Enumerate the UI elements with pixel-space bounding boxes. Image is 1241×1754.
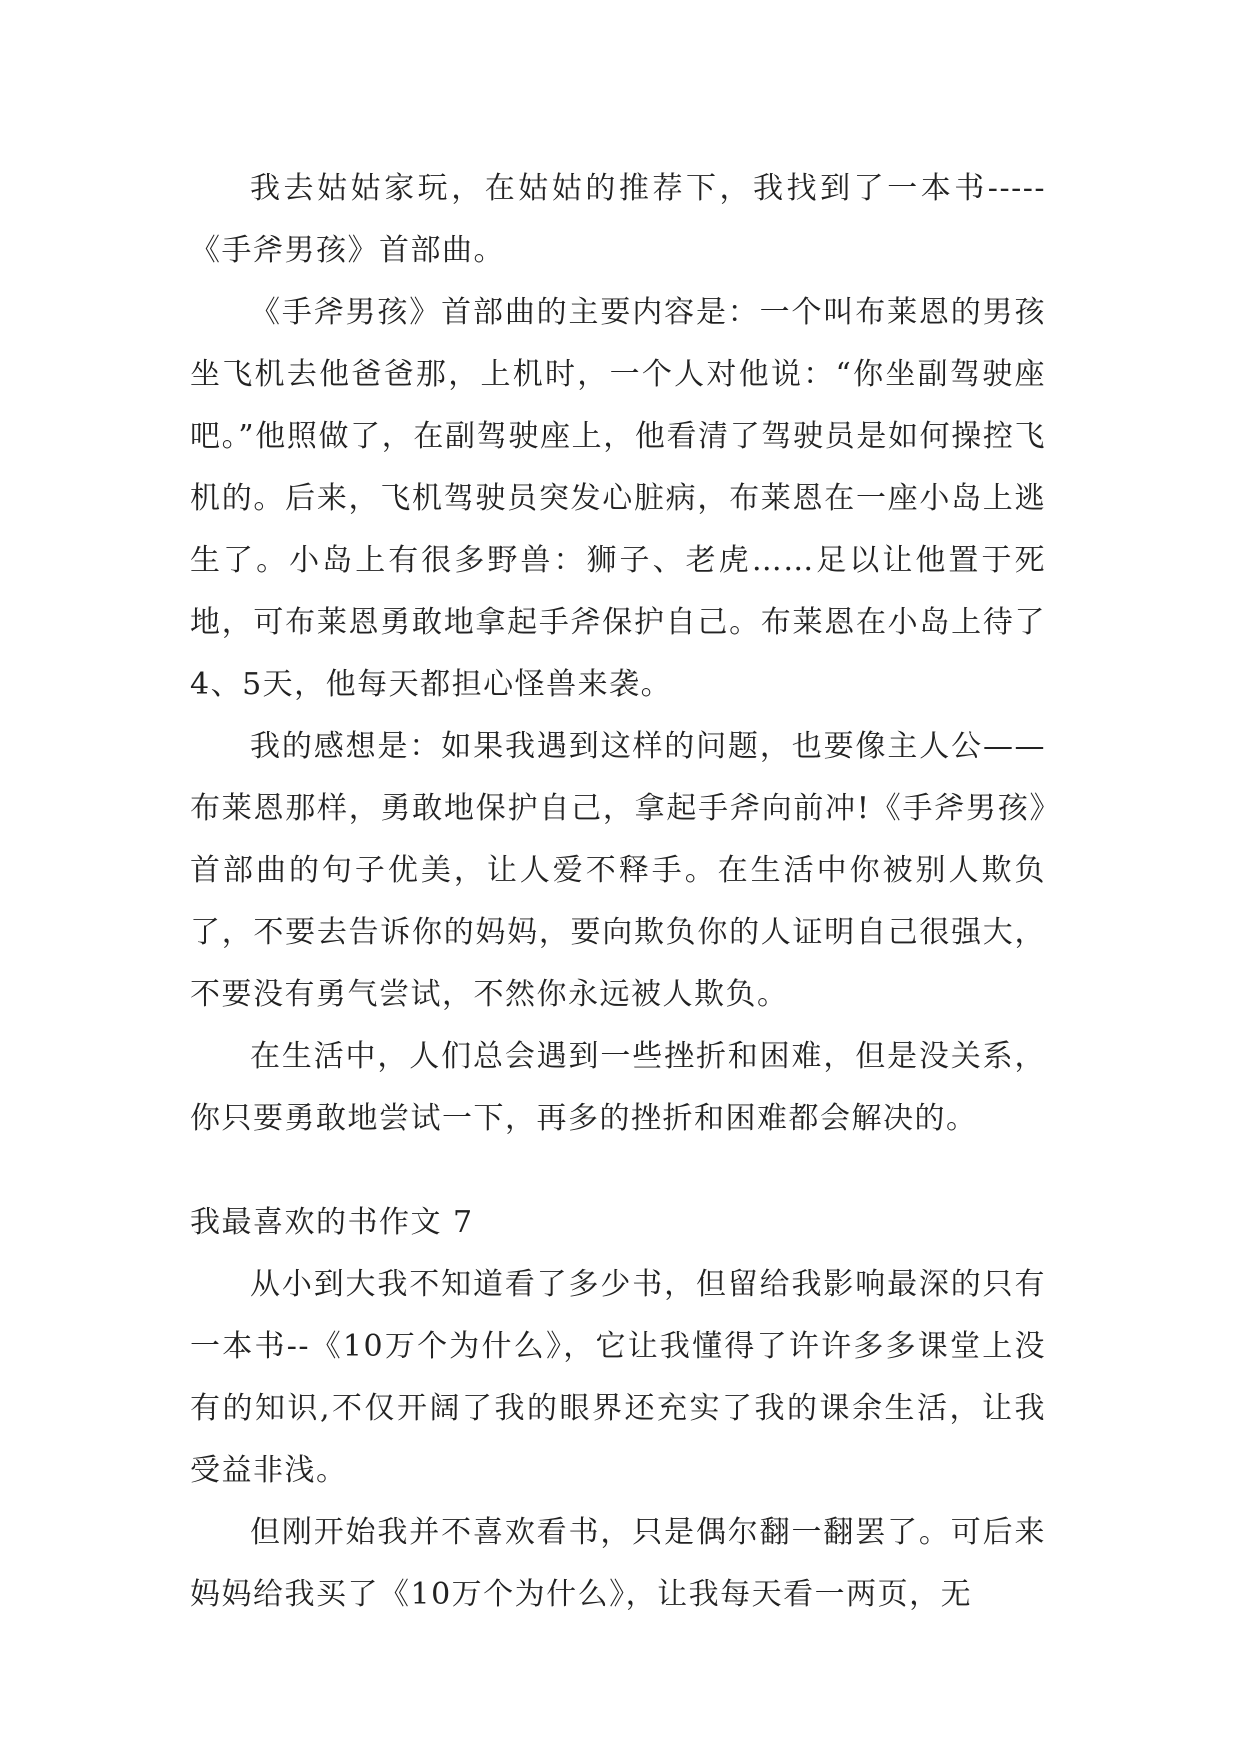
document-body <box>190 158 1046 1626</box>
paragraph-reading-start: 但刚开始我并不喜欢看书，只是偶尔翻一翻罢了。可后来妈妈给我买了《10万个为什么》，让我每天看一两页，无 <box>190 1515 1046 1612</box>
paragraph-favorite-book: 从小到大我不知道看了多少书，但留给我影响最深的只有一本书--《10万个为什么》，它让我懂得了许许多多课堂上没有的知识,不仅开阔了我的眼界还充实了我的课余生活，让我受益非浅。 <box>190 1267 1046 1488</box>
paragraph-book-summary: 《手斧男孩》首部曲的主要内容是：一个叫布莱恩的男孩坐飞机去他爸爸那，上机时，一个人对他说：“你坐副驾驶座吧。”他照做了，在副驾驶座上，他看清了驾驶员是如何操控飞机的。后来，飞机驾驶员突发心脏病，布莱恩在一座小岛上逃生了。小岛上有很多野兽：狮子、老虎……足以让他置于死地，可布莱恩勇敢地拿起手斧保护自己。布莱恩在小岛上待了4、5天，他每天都担心怪兽来袭。 <box>190 295 1046 702</box>
paragraph-reflection: 我的感想是：如果我遇到这样的问题，也要像主人公——布莱恩那样，勇敢地保护自己，拿起手斧向前冲!《手斧男孩》首部曲的句子优美，让人爱不释手。在生活中你被别人欺负了，不要去告诉你的妈妈，要向欺负你的人证明自己很强大，不要没有勇气尝试，不然你永远被人欺负。 <box>190 729 1046 1012</box>
paragraph-conclusion: 在生活中，人们总会遇到一些挫折和困难，但是没关系，你只要勇敢地尝试一下，再多的挫折和困难都会解决的。 <box>190 1039 1046 1136</box>
section-heading: 我最喜欢的书作文 7 <box>190 1205 474 1240</box>
paragraph-visit-aunt: 我去姑姑家玩，在姑姑的推荐下，我找到了一本书-----《手斧男孩》首部曲。 <box>190 171 1046 268</box>
